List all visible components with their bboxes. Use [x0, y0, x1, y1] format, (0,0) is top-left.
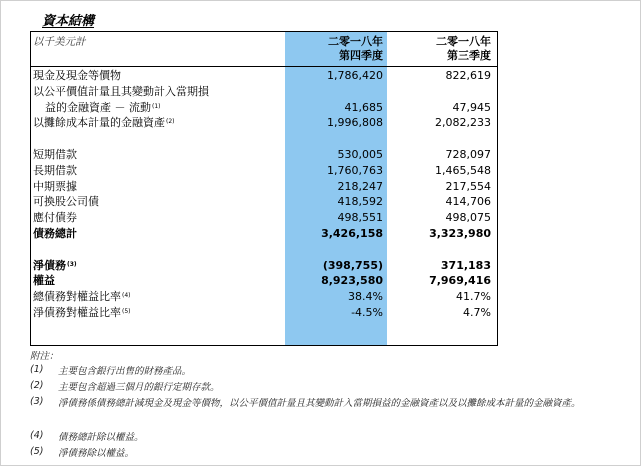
- column-header-q3-line1: 二零一八年: [436, 35, 491, 48]
- value-q3: 1,465,548: [435, 163, 491, 177]
- row-label: 應付債券: [33, 211, 77, 225]
- header-divider: [31, 66, 497, 67]
- table-row: [31, 210, 497, 225]
- value-q3: 371,183: [440, 258, 491, 272]
- row-label: 可換股公司債: [33, 195, 99, 209]
- column-header-q3-line2: 第三季度: [447, 49, 491, 62]
- column-header-q4-line1: 二零一八年: [328, 35, 383, 48]
- value-q3: 728,097: [445, 148, 491, 161]
- footnote-ref: (3): [67, 260, 77, 268]
- value-q3: 498,075: [445, 211, 491, 225]
- unit-label: 以千美元計: [33, 36, 86, 48]
- table-row: [31, 68, 497, 83]
- table-row: [31, 194, 497, 209]
- row-label: 長期借款: [33, 163, 77, 177]
- table-row: [31, 100, 497, 115]
- table-row: [31, 147, 497, 162]
- value-q3: 217,554: [445, 179, 491, 193]
- row-label: 債務總計: [33, 227, 77, 240]
- value-q4: 1,786,420: [327, 69, 383, 82]
- value-q3: 47,945: [452, 100, 491, 114]
- table-row: [31, 289, 497, 304]
- row-label: 淨債務: [33, 258, 66, 272]
- value-q4: 41,685: [344, 100, 383, 114]
- value-q3: 4.7%: [463, 306, 491, 319]
- value-q3: 414,706: [445, 195, 491, 209]
- footnote-ref: (1): [152, 102, 161, 110]
- footnote-key: (5): [30, 446, 44, 457]
- footnote-text: 債務總計除以權益。: [58, 432, 144, 443]
- row-label: 中期票據: [33, 179, 77, 193]
- column-header-q3: [436, 35, 491, 63]
- value-q4: 1,760,763: [327, 163, 383, 177]
- table-row: [31, 131, 497, 146]
- footnote-text: 主要包含銀行出售的財務產品。: [58, 366, 192, 377]
- section-title: 資本結構: [42, 14, 95, 29]
- row-label: 益的金融資產 － 流動: [45, 100, 151, 114]
- row-label: 以攤餘成本計量的金融資產: [33, 116, 165, 130]
- footnote-ref: (5): [122, 308, 131, 315]
- table-row: [31, 273, 497, 288]
- value-q3: 3,323,980: [429, 227, 491, 240]
- row-label: 權益: [33, 274, 55, 288]
- footnote-ref: (2): [166, 118, 175, 126]
- footnote-text: 主要包含超過三個月的銀行定期存款。: [58, 382, 220, 393]
- footnote-text: 淨債務係債務總計減現金及現金等價物，以公平價值計量且其變動計入當期損益的金融資產以及以攤餘成本計量的金融資產。: [58, 398, 581, 409]
- value-q4: 530,005: [337, 148, 383, 161]
- footnote-text: 淨債務除以權益。: [58, 448, 135, 459]
- column-header-q4: [328, 35, 383, 63]
- row-label: 以公平價值計量且其變動計入當期損: [33, 84, 209, 98]
- row-label: 淨債務對權益比率: [33, 306, 121, 319]
- row-label: 總債務對權益比率: [33, 290, 121, 304]
- table-row: [31, 305, 497, 320]
- value-q3: 41.7%: [456, 290, 491, 304]
- table-row: [31, 179, 497, 194]
- value-q4: 498,551: [337, 211, 383, 225]
- table-row: [31, 258, 497, 273]
- value-q3: 822,619: [445, 69, 491, 82]
- footnote-key: (4): [30, 430, 44, 441]
- value-q4: 38.4%: [348, 290, 383, 304]
- value-q3: 2,082,233: [435, 116, 491, 130]
- value-q4: 1,996,808: [327, 116, 383, 130]
- table-row: [31, 226, 497, 241]
- table-row: [31, 84, 497, 99]
- row-label: 現金及現金等價物: [33, 69, 121, 82]
- footnote-key: (3): [30, 396, 44, 407]
- column-header-q4-line2: 第四季度: [339, 49, 383, 62]
- value-q4: 8,923,580: [321, 274, 383, 288]
- footnote-key: (2): [30, 380, 44, 391]
- value-q4: 418,592: [337, 195, 383, 209]
- footnote-ref: (4): [122, 292, 131, 300]
- value-q4: -4.5%: [351, 306, 383, 319]
- value-q3: 7,969,416: [429, 274, 491, 288]
- value-q4: 218,247: [337, 179, 383, 193]
- table-row: [31, 242, 497, 257]
- footnotes-header: 附注：: [30, 351, 59, 362]
- capital-structure-table: [30, 31, 498, 346]
- table-row: [31, 163, 497, 178]
- row-label: 短期借款: [33, 148, 77, 161]
- footnote-key: (1): [30, 364, 44, 375]
- table-row: [31, 115, 497, 130]
- value-q4: (398,755): [322, 258, 383, 272]
- value-q4: 3,426,158: [321, 227, 383, 240]
